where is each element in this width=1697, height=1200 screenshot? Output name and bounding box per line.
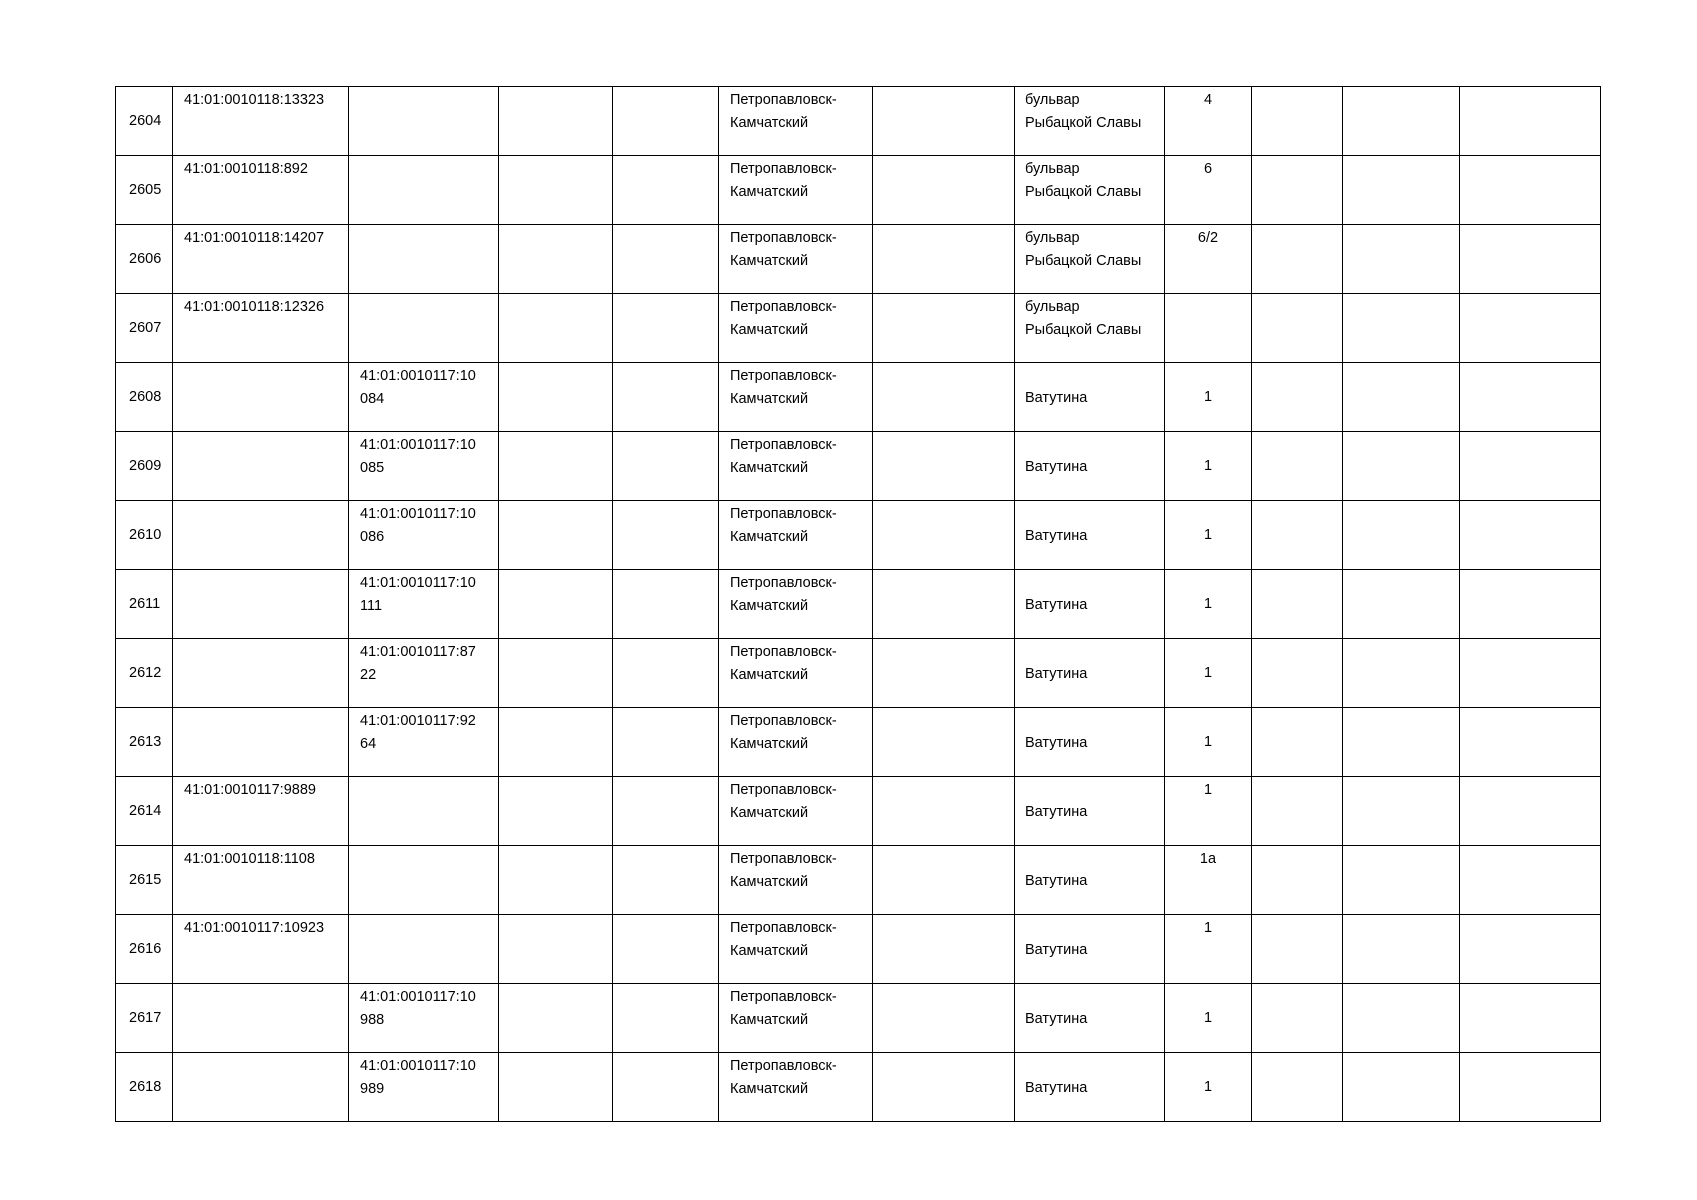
empty-cell	[1252, 363, 1343, 432]
street-cell: Ватутина	[1015, 501, 1165, 570]
row-number-cell: 2605	[116, 156, 173, 225]
street-cell: бульвар Рыбацкой Славы	[1015, 294, 1165, 363]
row-number-cell: 2612	[116, 639, 173, 708]
empty-cell	[499, 639, 613, 708]
empty-cell	[1252, 501, 1343, 570]
table-row	[116, 570, 1601, 639]
empty-cell	[499, 501, 613, 570]
empty-cell	[1343, 570, 1460, 639]
cadastral-number-cell: 41:01:0010118:12326	[173, 294, 349, 363]
empty-cell	[1460, 225, 1601, 294]
house-number-cell: 4	[1165, 87, 1252, 156]
street-cell: Ватутина	[1015, 639, 1165, 708]
street-cell: Ватутина	[1015, 570, 1165, 639]
empty-cell	[1460, 432, 1601, 501]
empty-cell	[1252, 432, 1343, 501]
empty-cell	[873, 639, 1015, 708]
empty-cell	[1252, 570, 1343, 639]
row-number-cell: 2608	[116, 363, 173, 432]
house-number-cell: 1	[1165, 915, 1252, 984]
house-number-cell: 1	[1165, 984, 1252, 1053]
house-number-cell: 1	[1165, 432, 1252, 501]
house-number-cell: 1	[1165, 708, 1252, 777]
empty-cell	[1343, 915, 1460, 984]
empty-cell	[1343, 363, 1460, 432]
empty-cell	[873, 708, 1015, 777]
empty-cell	[499, 432, 613, 501]
empty-cell	[873, 1053, 1015, 1122]
empty-cell	[873, 225, 1015, 294]
row-number-cell: 2614	[116, 777, 173, 846]
street-cell: Ватутина	[1015, 915, 1165, 984]
city-cell: Петропавловск- Камчатский	[719, 846, 873, 915]
empty-cell	[613, 501, 719, 570]
city-cell: Петропавловск- Камчатский	[719, 708, 873, 777]
empty-cell	[1343, 501, 1460, 570]
empty-cell	[1460, 777, 1601, 846]
building-cadastral-number-cell: 41:01:0010117:10 988	[349, 984, 499, 1053]
row-number-cell: 2606	[116, 225, 173, 294]
street-cell: Ватутина	[1015, 708, 1165, 777]
table-row	[116, 432, 1601, 501]
empty-cell	[1343, 777, 1460, 846]
row-number-cell: 2607	[116, 294, 173, 363]
row-number-cell: 2616	[116, 915, 173, 984]
empty-cell	[1460, 363, 1601, 432]
table-row	[116, 294, 1601, 363]
house-number-cell: 6	[1165, 156, 1252, 225]
empty-cell	[499, 777, 613, 846]
building-cadastral-number-cell: 41:01:0010117:92 64	[349, 708, 499, 777]
empty-cell	[1343, 87, 1460, 156]
empty-cell	[613, 156, 719, 225]
empty-cell	[1460, 1053, 1601, 1122]
empty-cell	[1343, 432, 1460, 501]
cadastral-number-cell	[173, 639, 349, 708]
empty-cell	[1252, 294, 1343, 363]
empty-cell	[1460, 984, 1601, 1053]
cadastral-number-cell	[173, 1053, 349, 1122]
empty-cell	[499, 225, 613, 294]
empty-cell	[1252, 156, 1343, 225]
empty-cell	[1460, 639, 1601, 708]
city-cell: Петропавловск- Камчатский	[719, 777, 873, 846]
building-cadastral-number-cell	[349, 156, 499, 225]
building-cadastral-number-cell	[349, 846, 499, 915]
row-number-cell: 2617	[116, 984, 173, 1053]
empty-cell	[873, 156, 1015, 225]
table-row	[116, 363, 1601, 432]
house-number-cell: 1а	[1165, 846, 1252, 915]
building-cadastral-number-cell: 41:01:0010117:87 22	[349, 639, 499, 708]
city-cell: Петропавловск- Камчатский	[719, 501, 873, 570]
empty-cell	[1460, 294, 1601, 363]
empty-cell	[1343, 846, 1460, 915]
cadastral-number-cell: 41:01:0010118:892	[173, 156, 349, 225]
table-row	[116, 639, 1601, 708]
empty-cell	[499, 708, 613, 777]
empty-cell	[613, 708, 719, 777]
empty-cell	[613, 570, 719, 639]
cadastral-number-cell: 41:01:0010117:10923	[173, 915, 349, 984]
cadastral-number-cell	[173, 501, 349, 570]
city-cell: Петропавловск- Камчатский	[719, 156, 873, 225]
table-row	[116, 501, 1601, 570]
empty-cell	[1343, 156, 1460, 225]
table-row	[116, 984, 1601, 1053]
row-number-cell: 2615	[116, 846, 173, 915]
empty-cell	[1460, 846, 1601, 915]
street-cell: бульвар Рыбацкой Славы	[1015, 156, 1165, 225]
empty-cell	[1343, 225, 1460, 294]
table-row	[116, 915, 1601, 984]
empty-cell	[873, 432, 1015, 501]
table-row	[116, 1053, 1601, 1122]
city-cell: Петропавловск- Камчатский	[719, 432, 873, 501]
empty-cell	[499, 363, 613, 432]
empty-cell	[873, 294, 1015, 363]
empty-cell	[873, 570, 1015, 639]
cadastral-number-cell	[173, 708, 349, 777]
empty-cell	[1252, 87, 1343, 156]
empty-cell	[1252, 846, 1343, 915]
empty-cell	[499, 156, 613, 225]
empty-cell	[1343, 984, 1460, 1053]
street-cell: Ватутина	[1015, 777, 1165, 846]
registry-table	[115, 86, 1601, 1122]
house-number-cell: 1	[1165, 363, 1252, 432]
row-number-cell: 2613	[116, 708, 173, 777]
empty-cell	[1252, 1053, 1343, 1122]
city-cell: Петропавловск- Камчатский	[719, 363, 873, 432]
empty-cell	[1460, 87, 1601, 156]
city-cell: Петропавловск- Камчатский	[719, 984, 873, 1053]
city-cell: Петропавловск- Камчатский	[719, 294, 873, 363]
empty-cell	[1252, 777, 1343, 846]
row-number-cell: 2609	[116, 432, 173, 501]
house-number-cell: 1	[1165, 777, 1252, 846]
empty-cell	[1343, 1053, 1460, 1122]
empty-cell	[873, 984, 1015, 1053]
empty-cell	[1460, 708, 1601, 777]
empty-cell	[613, 984, 719, 1053]
empty-cell	[873, 777, 1015, 846]
empty-cell	[1460, 501, 1601, 570]
city-cell: Петропавловск- Камчатский	[719, 639, 873, 708]
empty-cell	[613, 87, 719, 156]
street-cell: Ватутина	[1015, 846, 1165, 915]
empty-cell	[613, 1053, 719, 1122]
row-number-cell: 2618	[116, 1053, 173, 1122]
street-cell: Ватутина	[1015, 984, 1165, 1053]
empty-cell	[1460, 915, 1601, 984]
empty-cell	[1252, 225, 1343, 294]
empty-cell	[613, 915, 719, 984]
building-cadastral-number-cell	[349, 915, 499, 984]
cadastral-number-cell	[173, 432, 349, 501]
cadastral-number-cell	[173, 363, 349, 432]
empty-cell	[613, 777, 719, 846]
empty-cell	[873, 915, 1015, 984]
city-cell: Петропавловск- Камчатский	[719, 87, 873, 156]
house-number-cell: 1	[1165, 501, 1252, 570]
building-cadastral-number-cell: 41:01:0010117:10 084	[349, 363, 499, 432]
empty-cell	[873, 87, 1015, 156]
empty-cell	[873, 363, 1015, 432]
empty-cell	[499, 915, 613, 984]
house-number-cell: 1	[1165, 570, 1252, 639]
empty-cell	[499, 846, 613, 915]
empty-cell	[499, 294, 613, 363]
table-body	[116, 87, 1601, 1122]
house-number-cell: 1	[1165, 1053, 1252, 1122]
cadastral-number-cell	[173, 984, 349, 1053]
empty-cell	[613, 639, 719, 708]
row-number-cell: 2604	[116, 87, 173, 156]
empty-cell	[1343, 708, 1460, 777]
cadastral-number-cell	[173, 570, 349, 639]
building-cadastral-number-cell	[349, 87, 499, 156]
empty-cell	[499, 570, 613, 639]
table-row	[116, 777, 1601, 846]
cadastral-number-cell: 41:01:0010118:14207	[173, 225, 349, 294]
empty-cell	[613, 294, 719, 363]
building-cadastral-number-cell	[349, 225, 499, 294]
street-cell: Ватутина	[1015, 432, 1165, 501]
table-row	[116, 156, 1601, 225]
table-row	[116, 846, 1601, 915]
empty-cell	[873, 501, 1015, 570]
city-cell: Петропавловск- Камчатский	[719, 915, 873, 984]
empty-cell	[613, 225, 719, 294]
house-number-cell: 1	[1165, 639, 1252, 708]
empty-cell	[1252, 708, 1343, 777]
city-cell: Петропавловск- Камчатский	[719, 570, 873, 639]
empty-cell	[873, 846, 1015, 915]
building-cadastral-number-cell: 41:01:0010117:10 111	[349, 570, 499, 639]
empty-cell	[1252, 915, 1343, 984]
street-cell: бульвар Рыбацкой Славы	[1015, 225, 1165, 294]
street-cell: Ватутина	[1015, 1053, 1165, 1122]
row-number-cell: 2611	[116, 570, 173, 639]
building-cadastral-number-cell: 41:01:0010117:10 086	[349, 501, 499, 570]
city-cell: Петропавловск- Камчатский	[719, 225, 873, 294]
empty-cell	[613, 363, 719, 432]
row-number-cell: 2610	[116, 501, 173, 570]
cadastral-number-cell: 41:01:0010118:1108	[173, 846, 349, 915]
city-cell: Петропавловск- Камчатский	[719, 1053, 873, 1122]
street-cell: Ватутина	[1015, 363, 1165, 432]
building-cadastral-number-cell: 41:01:0010117:10 989	[349, 1053, 499, 1122]
empty-cell	[1460, 570, 1601, 639]
table-row	[116, 225, 1601, 294]
empty-cell	[1252, 984, 1343, 1053]
empty-cell	[1252, 639, 1343, 708]
street-cell: бульвар Рыбацкой Славы	[1015, 87, 1165, 156]
building-cadastral-number-cell	[349, 294, 499, 363]
house-number-cell: 6/2	[1165, 225, 1252, 294]
empty-cell	[613, 846, 719, 915]
empty-cell	[499, 984, 613, 1053]
table-row	[116, 87, 1601, 156]
table-row	[116, 708, 1601, 777]
house-number-cell	[1165, 294, 1252, 363]
empty-cell	[499, 1053, 613, 1122]
empty-cell	[613, 432, 719, 501]
empty-cell	[1343, 639, 1460, 708]
empty-cell	[1460, 156, 1601, 225]
cadastral-number-cell: 41:01:0010117:9889	[173, 777, 349, 846]
empty-cell	[1343, 294, 1460, 363]
building-cadastral-number-cell: 41:01:0010117:10 085	[349, 432, 499, 501]
cadastral-number-cell: 41:01:0010118:13323	[173, 87, 349, 156]
building-cadastral-number-cell	[349, 777, 499, 846]
empty-cell	[499, 87, 613, 156]
